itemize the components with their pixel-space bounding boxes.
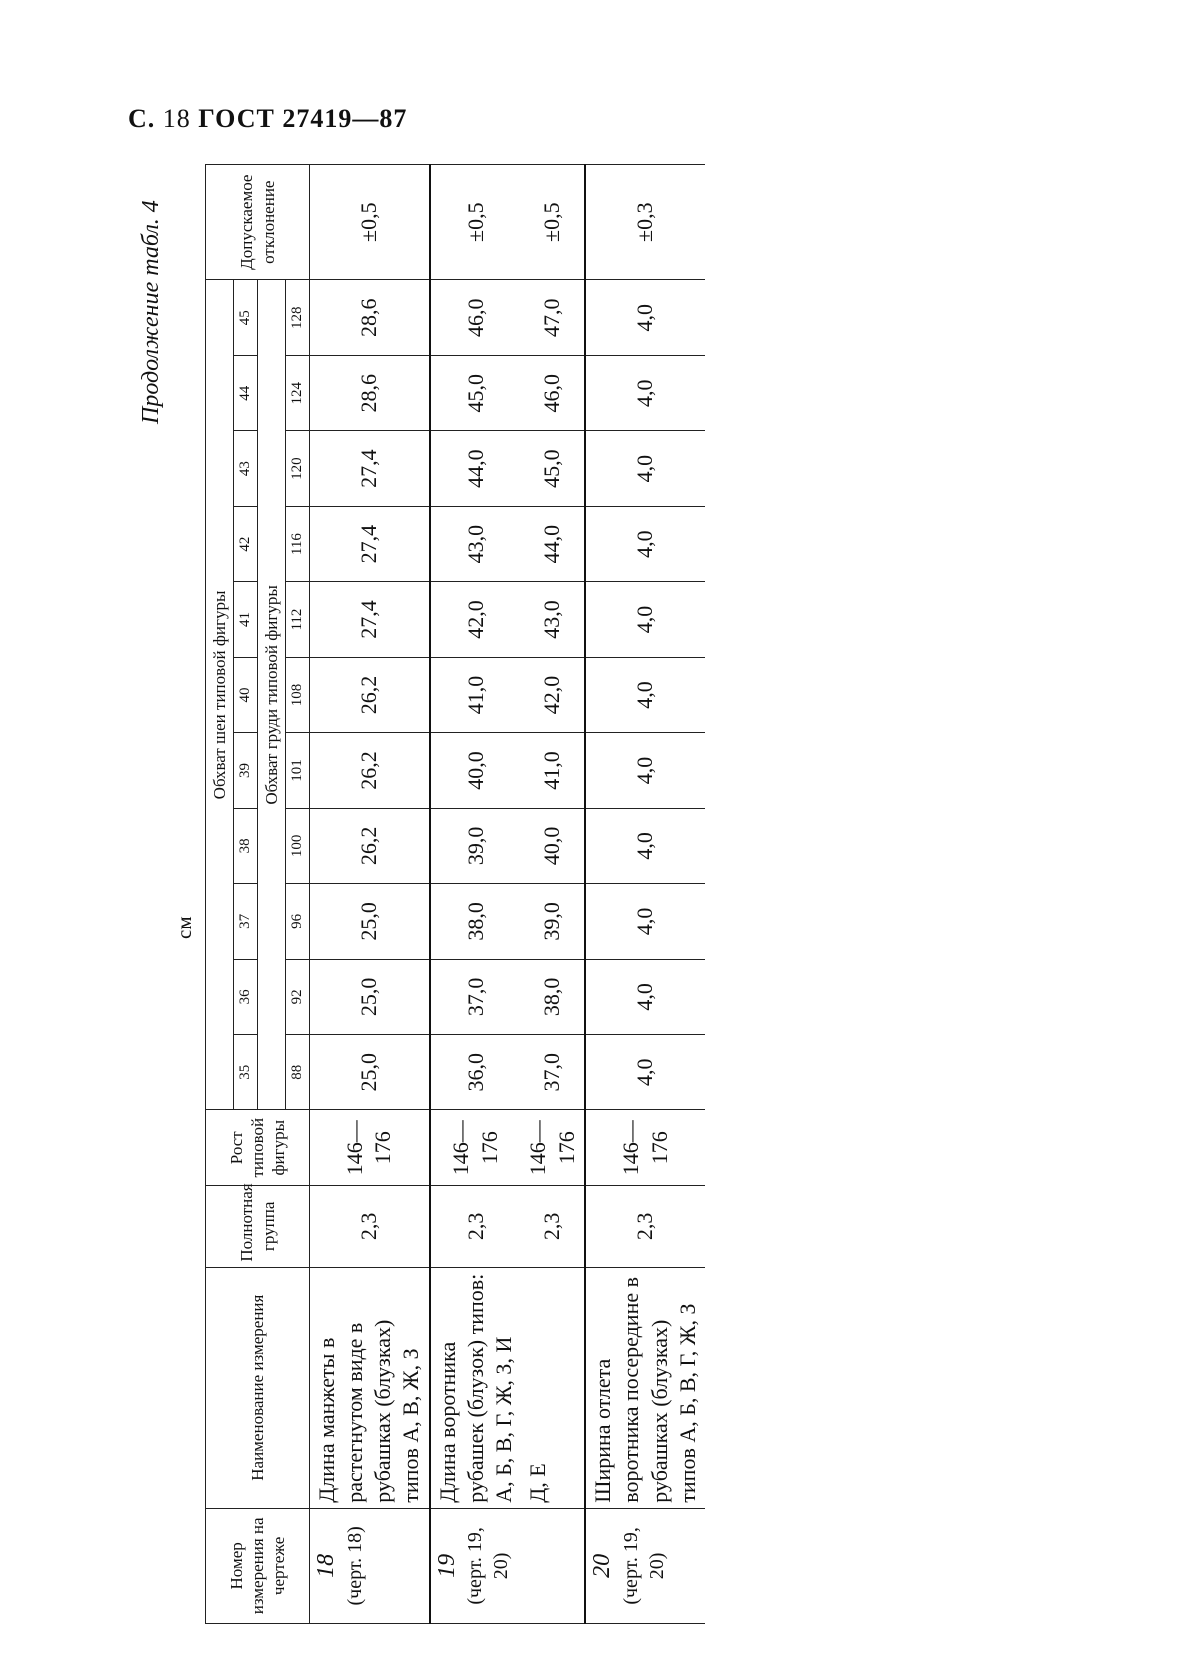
value-cell: 45,0 — [521, 431, 585, 506]
value-cell: 26,2 — [310, 657, 430, 732]
chest-size: 124 — [286, 355, 310, 430]
value-cell: 37,0 — [430, 959, 521, 1034]
fullness-group-cell: 2,3 — [521, 1185, 585, 1267]
height-cell: 146—176 — [430, 1110, 521, 1185]
measurement-number: 18 — [313, 1553, 339, 1578]
value-cell: 25,0 — [310, 1035, 430, 1110]
value-cell: 36,0 — [430, 1035, 521, 1110]
header-drawing-no: Номер измерения на чертеже — [206, 1508, 310, 1623]
value-cell: 47,0 — [521, 280, 585, 356]
drawing-reference: (черт. 19, 20) — [619, 1527, 668, 1605]
value-cell: 25,0 — [310, 884, 430, 959]
value-cell: 43,0 — [430, 506, 521, 581]
chest-size: 92 — [286, 959, 310, 1034]
table-row — [585, 165, 705, 1624]
value-cell: 37,0 — [521, 1035, 585, 1110]
value-cell: 26,2 — [310, 733, 430, 808]
table-row — [521, 165, 585, 1624]
value-cell: 38,0 — [521, 959, 585, 1034]
chest-size: 116 — [286, 506, 310, 581]
neck-size: 44 — [234, 355, 258, 430]
value-cell: 41,0 — [521, 733, 585, 808]
value-cell: 28,6 — [310, 280, 430, 356]
neck-size: 38 — [234, 808, 258, 883]
fullness-group-cell: 2,3 — [585, 1185, 705, 1267]
value-cell: 45,0 — [430, 355, 521, 430]
drawing-no-cell — [585, 1508, 705, 1623]
page-label: С. — [128, 104, 156, 133]
value-cell: 27,4 — [310, 431, 430, 506]
value-cell: 46,0 — [521, 355, 585, 430]
value-cell: 4,0 — [585, 582, 705, 657]
value-cell: 39,0 — [430, 808, 521, 883]
value-cell: 4,0 — [585, 1035, 705, 1110]
measurement-name: Ширина отлета воротника посередине в рубашках (блузках) типов А, Б, В, Г, Ж, З — [585, 1267, 705, 1508]
measurement-number: 20 — [589, 1553, 616, 1578]
neck-size: 35 — [234, 1035, 258, 1110]
height-cell: 146—176 — [521, 1110, 585, 1185]
value-cell: 42,0 — [521, 657, 585, 732]
value-cell: 4,0 — [585, 657, 705, 732]
value-cell: 4,0 — [585, 959, 705, 1034]
neck-size: 39 — [234, 733, 258, 808]
neck-size: 43 — [234, 431, 258, 506]
measurement-name: Длина воротника рубашек (блузок) типов: А, Б, В, Г, Ж, З, И — [430, 1267, 521, 1508]
neck-size: 42 — [234, 506, 258, 581]
value-cell: 4,0 — [585, 884, 705, 959]
header-height: Рост типовой фигуры — [206, 1110, 310, 1185]
page-number: 18 — [162, 104, 191, 133]
fullness-group-cell: 2,3 — [310, 1185, 430, 1267]
neck-size: 41 — [234, 582, 258, 657]
neck-size: 40 — [234, 657, 258, 732]
tolerance-cell: ±0,5 — [430, 165, 521, 280]
table-row — [430, 165, 521, 1624]
value-cell: 44,0 — [430, 431, 521, 506]
neck-size: 37 — [234, 884, 258, 959]
value-cell: 25,0 — [310, 959, 430, 1034]
height-cell: 146—176 — [310, 1110, 430, 1185]
drawing-reference: (черт. 19, 20) — [464, 1527, 513, 1605]
drawing-no-cell — [430, 1508, 521, 1623]
chest-size: 100 — [286, 808, 310, 883]
value-cell: 28,6 — [310, 355, 430, 430]
standard-id: ГОСТ 27419—87 — [198, 104, 408, 133]
chest-size: 101 — [286, 733, 310, 808]
header-tolerance: Допускаемое отклонение — [206, 165, 310, 280]
measurement-name: Длина манжеты в растегнутом виде в рубашках (блузках) типов А, В, Ж, З — [310, 1267, 430, 1508]
tolerance-cell: ±0,3 — [585, 165, 705, 280]
unit-label: см — [172, 916, 196, 939]
value-cell: 44,0 — [521, 506, 585, 581]
drawing-no-cell — [521, 1508, 585, 1623]
header-fullness-group: Полнотная группа — [206, 1185, 310, 1267]
fullness-group-cell: 2,3 — [430, 1185, 521, 1267]
value-cell: 43,0 — [521, 582, 585, 657]
chest-size: 112 — [286, 582, 310, 657]
value-cell: 4,0 — [585, 808, 705, 883]
chest-size: 108 — [286, 657, 310, 732]
header-chest-girth: Обхват груди типовой фигуры — [258, 280, 286, 1110]
value-cell: 42,0 — [430, 582, 521, 657]
rotated-table-area — [0, 100, 1187, 1679]
measurements-table — [205, 164, 705, 1624]
value-cell: 38,0 — [430, 884, 521, 959]
value-cell: 4,0 — [585, 431, 705, 506]
neck-size: 36 — [234, 959, 258, 1034]
tolerance-cell: ±0,5 — [310, 165, 430, 280]
value-cell: 4,0 — [585, 280, 705, 356]
tolerance-cell: ±0,5 — [521, 165, 585, 280]
measurement-name: Д, Е — [521, 1267, 585, 1508]
value-cell: 46,0 — [430, 280, 521, 356]
value-cell: 4,0 — [585, 733, 705, 808]
chest-size: 120 — [286, 431, 310, 506]
value-cell: 4,0 — [585, 506, 705, 581]
drawing-reference: (черт. 18) — [343, 1526, 366, 1606]
table-row — [310, 165, 430, 1624]
chest-size: 96 — [286, 884, 310, 959]
drawing-no-cell — [310, 1508, 430, 1623]
measurement-number: 19 — [433, 1553, 460, 1578]
value-cell: 27,4 — [310, 582, 430, 657]
value-cell: 40,0 — [521, 808, 585, 883]
header-name: Наименование измерения — [206, 1267, 310, 1508]
height-cell: 146—176 — [585, 1110, 705, 1185]
value-cell: 41,0 — [430, 657, 521, 732]
chest-size: 128 — [286, 280, 310, 356]
value-cell: 27,4 — [310, 506, 430, 581]
header-neck-girth: Обхват шеи типовой фигуры — [206, 280, 234, 1110]
neck-size: 45 — [234, 280, 258, 356]
value-cell: 26,2 — [310, 808, 430, 883]
value-cell: 40,0 — [430, 733, 521, 808]
value-cell: 4,0 — [585, 355, 705, 430]
chest-size: 88 — [286, 1035, 310, 1110]
table-caption: Продолжение табл. 4 — [138, 200, 164, 424]
value-cell: 39,0 — [521, 884, 585, 959]
